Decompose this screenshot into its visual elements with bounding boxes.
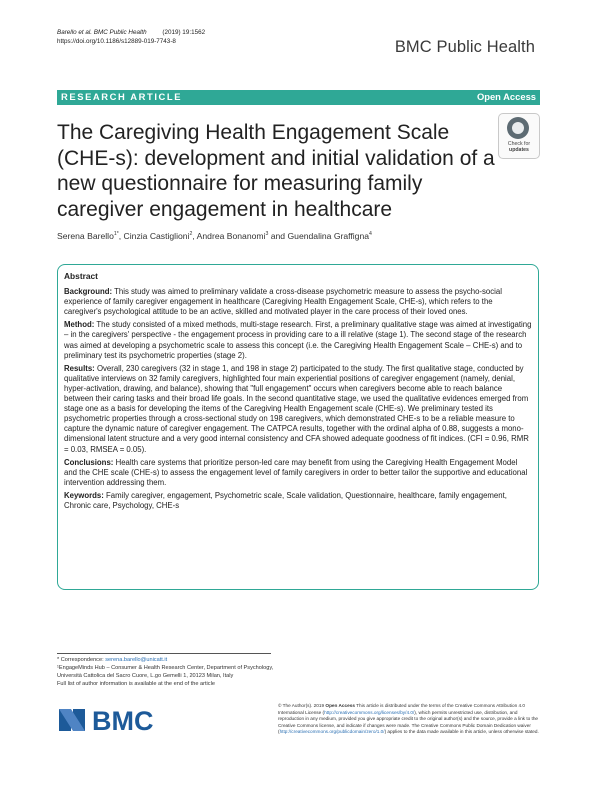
author-affiliation-sup: 2 — [189, 231, 193, 238]
keywords-label: Keywords: — [64, 490, 104, 500]
crossmark-label-line2: updates — [509, 147, 529, 153]
citation-year: (2019) 19:1562 — [162, 29, 206, 36]
abstract-keywords — [64, 491, 532, 511]
cc0-waiver-link[interactable]: http://creativecommons.org/publicdomain/zero/1.0/ — [279, 729, 385, 735]
abstract-background — [64, 287, 532, 317]
correspondence-footnote — [57, 656, 277, 688]
license-open-access-label: Open Access — [325, 703, 355, 708]
affiliation-text: ¹EngageMinds Hub – Consumer & Health Research Center, Department of Psychology, Università Cattolica del Sacro Cuore, L.go Gemelli 1, 20123 Milan, Italy — [57, 665, 274, 679]
author-info-note: Full list of author information is available at the end of the article — [57, 681, 215, 687]
bmc-logo — [59, 706, 179, 734]
author-list: Serena Barello$^{1*}$, Cinzia Castiglioni$^2$, Andrea Bonanomi$^3$ and Guendalina Graffigna$^4$ — [57, 231, 372, 241]
methods-label: Method: — [64, 320, 95, 330]
correspondence-email-link[interactable]: serena.barello@unicatt.it — [105, 657, 168, 663]
abstract-results — [64, 364, 532, 455]
crossmark-icon — [507, 117, 529, 139]
author-name[interactable]: Andrea Bonanomi — [196, 231, 266, 241]
author-name[interactable]: Cinzia Castiglioni — [123, 231, 190, 241]
doi-link[interactable]: https://doi.org/10.1186/s12889-019-7743-8 — [57, 37, 176, 45]
author-affiliation-sup: 4 — [369, 231, 372, 238]
abstract-heading: Abstract — [64, 271, 98, 281]
copyright-text: © The Author(s). 2019 — [278, 703, 325, 708]
abstract-methods — [64, 320, 532, 360]
license-text-part1: This article is distributed under the terms of the Creative Commons Attribution 4.0 International License ( — [278, 703, 525, 715]
author-affiliation-sup: 3 — [265, 231, 269, 238]
author-name[interactable]: Guendalina Graffigna — [287, 231, 370, 241]
license-statement — [278, 703, 543, 736]
article-title: The Caregiving Health Engagement Scale (CHE-s): development and initial validation of a new questionnaire for measuring family caregiver engagement in healthcare — [57, 121, 495, 221]
keywords-text: Family caregiver, engagement, Psychometric scale, Scale validation, Questionnaire, healthcare, family engagement, Chronic care, Psychology, CHE-s — [64, 490, 507, 510]
journal-name: BMC Public Health — [394, 38, 535, 56]
author-affiliation-sup: 1* — [113, 231, 119, 238]
background-label: Background: — [64, 287, 113, 297]
conclusions-text: Health care systems that prioritize person-led care may benefit from using the Caregiving Health Engagement Model and the CHE scale (CHE-s) to assess the engagement level of family caregivers in order to better tailor the supportive and educational intervention addressing them. — [64, 457, 528, 487]
bmc-logo-text: BMC — [92, 706, 154, 734]
open-access-label: Open Access — [476, 91, 536, 102]
article-type-label: RESEARCH ARTICLE — [61, 91, 183, 102]
conclusions-label: Conclusions: — [64, 457, 114, 467]
article-type-band — [57, 90, 540, 105]
results-label: Results: — [64, 363, 95, 373]
license-text-part3: ) applies to the data made available in this article, unless otherwise stated. — [384, 729, 539, 735]
footnote-divider — [57, 653, 271, 654]
license-text-part2: ), which permits unrestricted use, distribution, and reproduction in any medium, provided you give appropriate credit to the original author(s) and the source, provide a link to the Creative Commons license, and indicate if changes were made. The Creative Commons Public Domain Dedication waiver ( — [278, 709, 539, 735]
methods-text: The study consisted of a mixed methods, multi-stage research. First, a preliminary qualitative stage was aimed at investigating – in the caregivers' perspective - the engagement process in providing care to a ill relative (stage 1). The second stage of the research was aimed at developing a psychometric scale to assess this concept (i.e. the Caregiving Health Engagement Scale – CHE-s) and to preliminary test its psychometric properties (stage 2). — [64, 320, 532, 360]
check-for-updates-button[interactable] — [498, 113, 540, 159]
cc-by-license-link[interactable]: http://creativecommons.org/licenses/by/4.0/ — [324, 709, 415, 715]
correspondence-label: * Correspondence: — [57, 657, 104, 663]
results-text: Overall, 230 caregivers (32 in stage 1, and 198 in stage 2) participated to the study. The first qualitative stage, conducted by qualitative interviews on 32 family caregivers, highlighted four main experiential positions of caregiver engagement (namely, denial, hyper-activation, drawing, and balance), showing that "full engagement" occurs when caregivers become able to reach balance between their caring tasks and their broad life goals. In the second quantitative stage, we used the qualitative evidences emerged from stage one as a basis for developing the items of the Caregiving Health Engagement scale (CHE-s). We preliminary tested its psychometric properties through a cross-sectional study on 198 caregivers, which demonstrated CHE-s to be a reliable measure to capture the dynamic nature of caregiver engagement. The CATPCA results, together with the ordinal alpha of 0.88, suggests a mono-dimensional latent structure and a very good internal consistency and CFA showed adequate goodness of fit indices. (CFI = 0.96, RMR = 0.03, RMSEA = 0.05). — [64, 363, 529, 454]
abstract-box — [57, 264, 539, 590]
abstract-conclusions — [64, 458, 532, 488]
citation-journal: Barello et al. BMC Public Health — [57, 29, 147, 36]
crossmark-label-line1: Check for — [507, 141, 531, 147]
background-text: This study was aimed to preliminary validate a cross-disease psychometric measure to assess the psycho-social experience of family caregiver engagement in healthcare (Caregiving Health Engagement Scale, CHE-s), which refers to the caregiver's psychological attitude to be an active, skilled and motivated player in the care process of their loved ones. — [64, 287, 502, 317]
author-name[interactable]: Serena Barello — [57, 231, 114, 241]
citation-header — [57, 29, 205, 46]
